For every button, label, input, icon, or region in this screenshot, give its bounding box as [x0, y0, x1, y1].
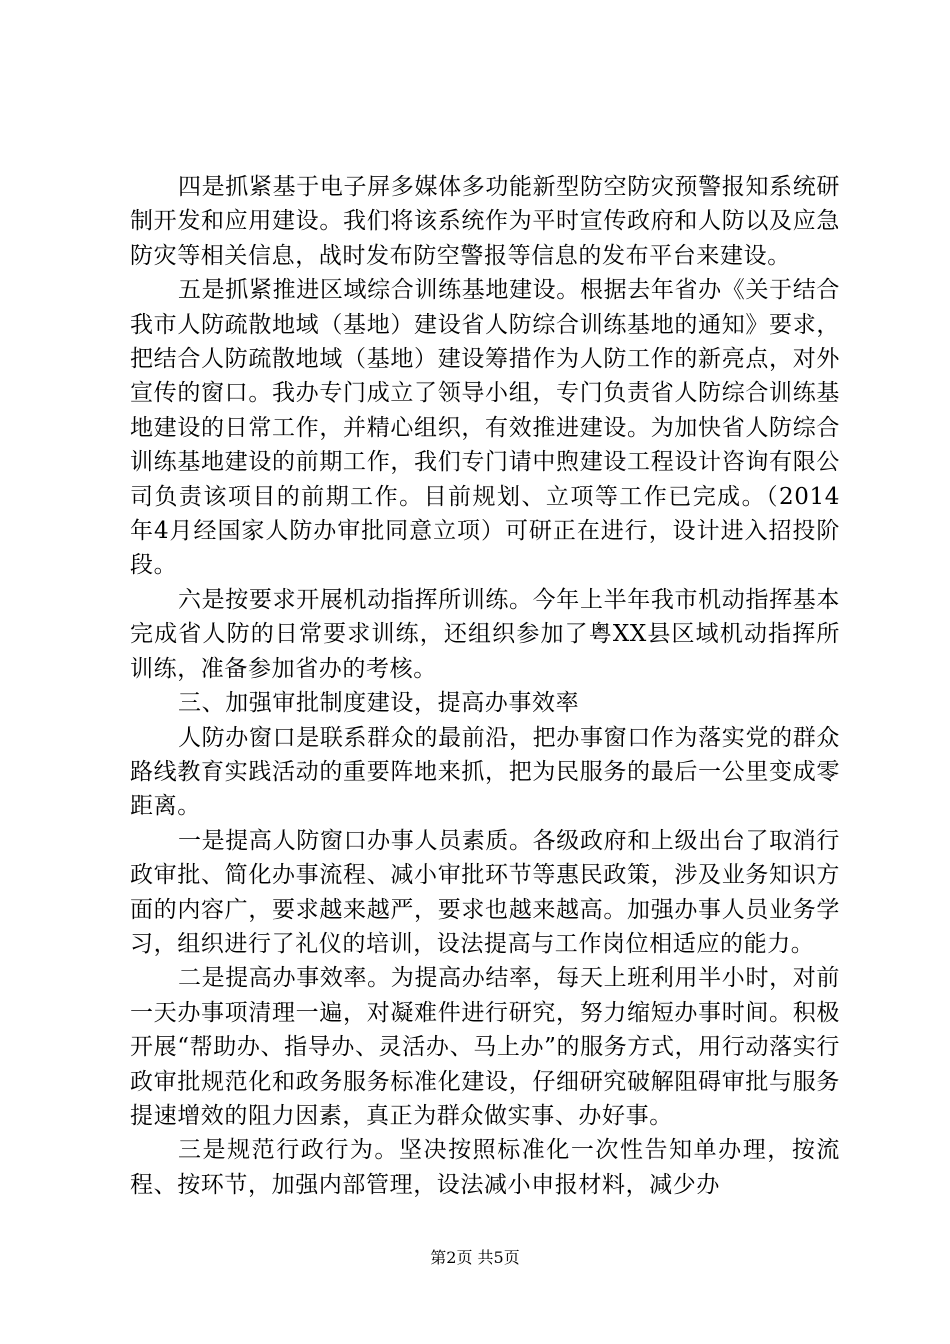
paragraph-regulate-conduct: 三是规范行政行为。坚决按照标准化一次性告知单办理，按流程、按环节，加强内部管理，设法减小申报材料，减少办 [130, 1137, 840, 1198]
paragraph-training-base: 五是抓紧推进区域综合训练基地建设。根据去年省办《关于结合我市人防疏散地域（基地）建设省人防综合训练基地的通知》要求，把结合人防疏散地域（基地）建设筹措作为人防工作的新亮点，对外宣传的窗口。我办专门成立了领导小组，专门负责省人防综合训练基地建设的日常工作，并精心组织，有效推进建设。为加快省人防综合训练基地建设的前期工作，我们专门请中煦建设工程设计咨询有限公司负责该项目的前期工作。目前规划、立项等工作已完成。（2014年4月经国家人防办审批同意立项）可研正在进行，设计进入招投阶段。 [130, 277, 840, 579]
document-body [130, 170, 840, 1202]
section-heading-approval: 三、加强审批制度建设，提高办事效率 [178, 690, 580, 717]
paragraph-service-window: 人防办窗口是联系群众的最前沿，把办事窗口作为落实党的群众路线教育实践活动的重要阵地来抓，把为民服务的最后一公里变成零距离。 [130, 724, 840, 820]
paragraph-efficiency: 二是提高办事效率。为提高办结率，每天上班利用半小时，对前一天办事项清理一遍，对凝难件进行研究，努力缩短办事时间。积极开展“帮助办、指导办、灵活办、马上办”的服务方式，用行动落实行政审批规范化和政务服务标准化建设，仔细研究破解阻碍审批与服务提速增效的阻力因素，真正为群众做实事、办好事。 [130, 965, 840, 1129]
paragraph-staff-quality: 一是提高人防窗口办事人员素质。各级政府和上级出台了取消行政审批、简化办事流程、减小审批环节等惠民政策，涉及业务知识方面的内容广，要求越来越严，要求也越来越高。加强办事人员业务学习，组织进行了礼仪的培训，设法提高与工作岗位相适应的能力。 [130, 827, 840, 957]
paragraph-warning-system: 四是抓紧基于电子屏多媒体多功能新型防空防灾预警报知系统研制开发和应用建设。我们将该系统作为平时宣传政府和人防以及应急防灾等相关信息，战时发布防空警报等信息的发布平台来建设。 [130, 174, 840, 269]
paragraph-command-training: 六是按要求开展机动指挥所训练。今年上半年我市机动指挥基本完成省人防的日常要求训练，还组织参加了粤XX县区域机动指挥所训练，准备参加省办的考核。 [130, 586, 840, 682]
page-number-footer: 第2页 共5页 [430, 1248, 520, 1267]
